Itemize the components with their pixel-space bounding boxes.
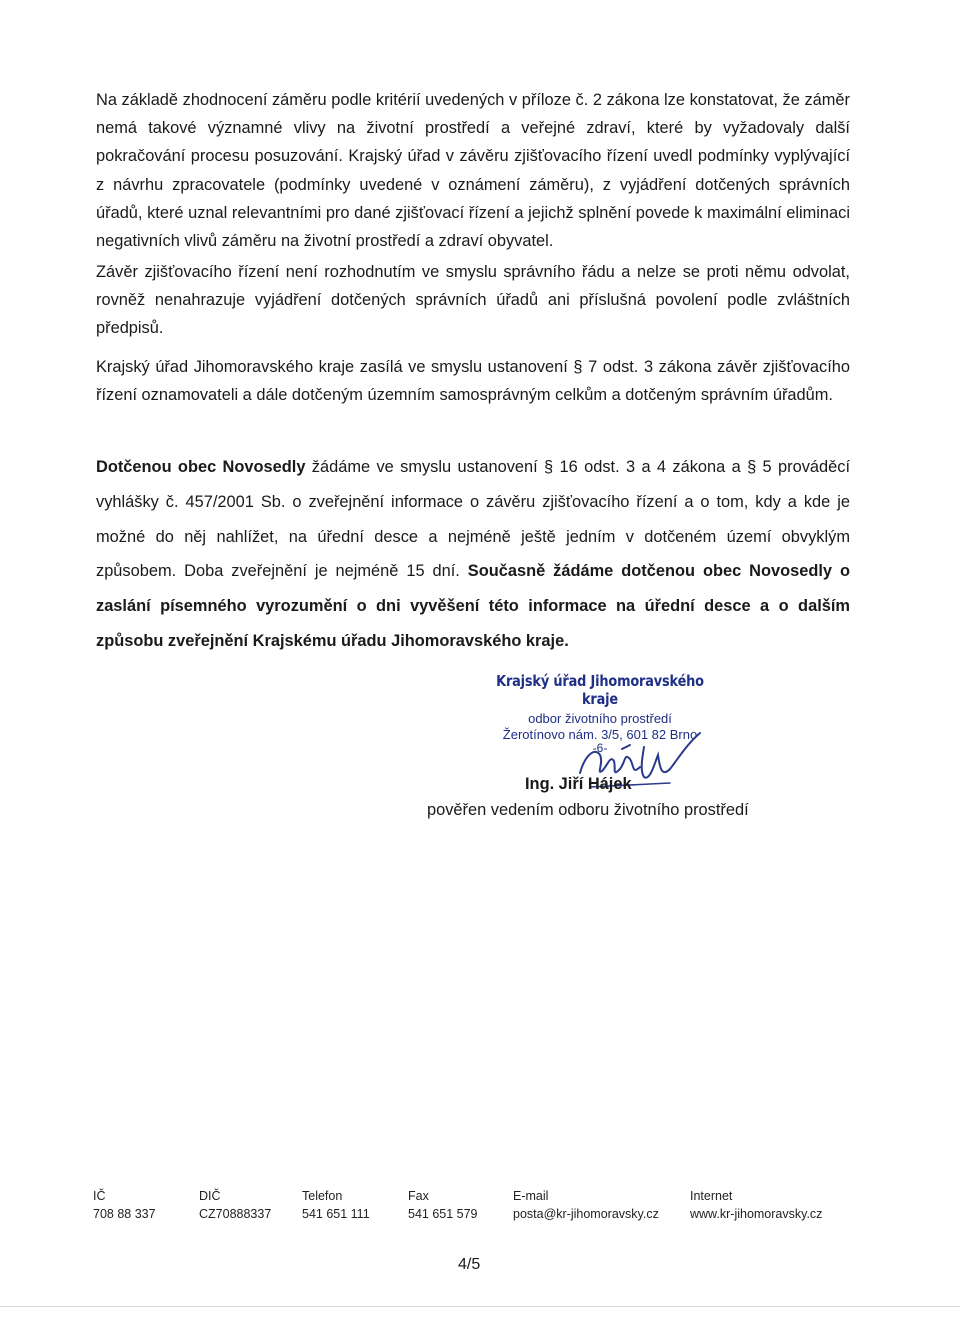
footer-internet [690, 1189, 822, 1221]
footer-dic [199, 1189, 271, 1221]
footer-email-label: E-mail [513, 1189, 549, 1203]
municipality-name-bold: Dotčenou obec Novosedly [96, 458, 306, 476]
stamp-department: odbor životního prostředí [528, 711, 672, 726]
footer-dic-value: CZ70888337 [199, 1207, 272, 1221]
footer-fax [408, 1189, 478, 1221]
paragraph-conclusion: Na základě zhodnocení záměru podle kritérií uvedených v příloze č. 2 zákona lze konstatovat, že záměr nemá takové významné vlivy na životní prostředí a veřejné zdraví, které by vyžadovaly další pokračování procesu posuzování. Krajský úřad v závěru zjišťovacího řízení uvedl podmínky vyplývající z návrhu zpracovatele (podmínky uvedené v oznámení záměru), z vyjádření dotčených správních úřadů, které uznal relevantními pro dané zjišťovací řízení a jejichž splnění povede k maximální eliminaci negativních vlivů záměru na životní prostředí a zdraví obyvatel. [96, 91, 850, 251]
footer-email [513, 1189, 659, 1221]
footer-fax-value: 541 651 579 [408, 1207, 478, 1221]
publication-request-text: žádáme ve smyslu ustanovení § 16 odst. 3 a 4 zákona a § 5 prováděcí vyhlášky č. 457/2001 Sb. o zveřejnění informace o závěru zjišťovacího řízení a o tom, kdy a kde je možné do něj nahlížet, na úřední desce a nejméně ještě jedním v dotčeném území obvyklým způsobem. Doba zveřejnění je nejméně 15 dní. [96, 458, 851, 581]
page-number: 4/5 [458, 1256, 481, 1273]
signer-name: Ing. Jiří Hájek [525, 775, 632, 793]
signer-role: pověřen vedením odboru životního prostředí [427, 801, 749, 819]
paragraph-legal-nature: Závěr zjišťovacího řízení není rozhodnutím ve smyslu správního řádu a nelze se proti němu odvolat, rovněž nenahrazuje vyjádření dotčených správních úřadů ani příslušná povolení podle zvláštních předpisů. [96, 263, 850, 338]
paragraph-distribution: Krajský úřad Jihomoravského kraje zasílá ve smyslu ustanovení § 7 odst. 3 zákona závěr zjišťovacího řízení oznamovateli a dále dotčeným územním samosprávným celkům a dotčeným správním úřadům. [96, 358, 850, 405]
footer-phone [302, 1189, 370, 1221]
footer-internet-value[interactable]: www.kr-jihomoravsky.cz [690, 1207, 823, 1221]
page-edge-divider [0, 1306, 960, 1307]
stamp-number: -6- [592, 741, 608, 755]
stamp-office-name: Krajský úřad Jihomoravského kraje [496, 672, 704, 708]
footer-phone-label: Telefon [302, 1189, 343, 1203]
stamp-address: Žerotínovo nám. 3/5, 601 82 Brno [502, 727, 698, 742]
notification-request-bold: Současně žádáme dotčenou obec Novosedly o zaslání písemného vyrozumění o dni vyvěšení této informace na úřední desce a o dalším způsobu zveřejnění Krajskému úřadu Jihomoravského kraje. [96, 562, 850, 650]
footer-ic [93, 1189, 156, 1221]
footer-email-value[interactable]: posta@kr-jihomoravsky.cz [513, 1207, 659, 1221]
footer-internet-label: Internet [690, 1189, 733, 1203]
footer-fax-label: Fax [408, 1189, 429, 1203]
footer-phone-value: 541 651 111 [302, 1207, 370, 1221]
footer-dic-label: DIČ [199, 1189, 221, 1203]
paragraph-publication-request [96, 450, 850, 659]
footer-ic-value: 708 88 337 [93, 1207, 156, 1221]
footer-ic-label: IČ [93, 1189, 106, 1203]
